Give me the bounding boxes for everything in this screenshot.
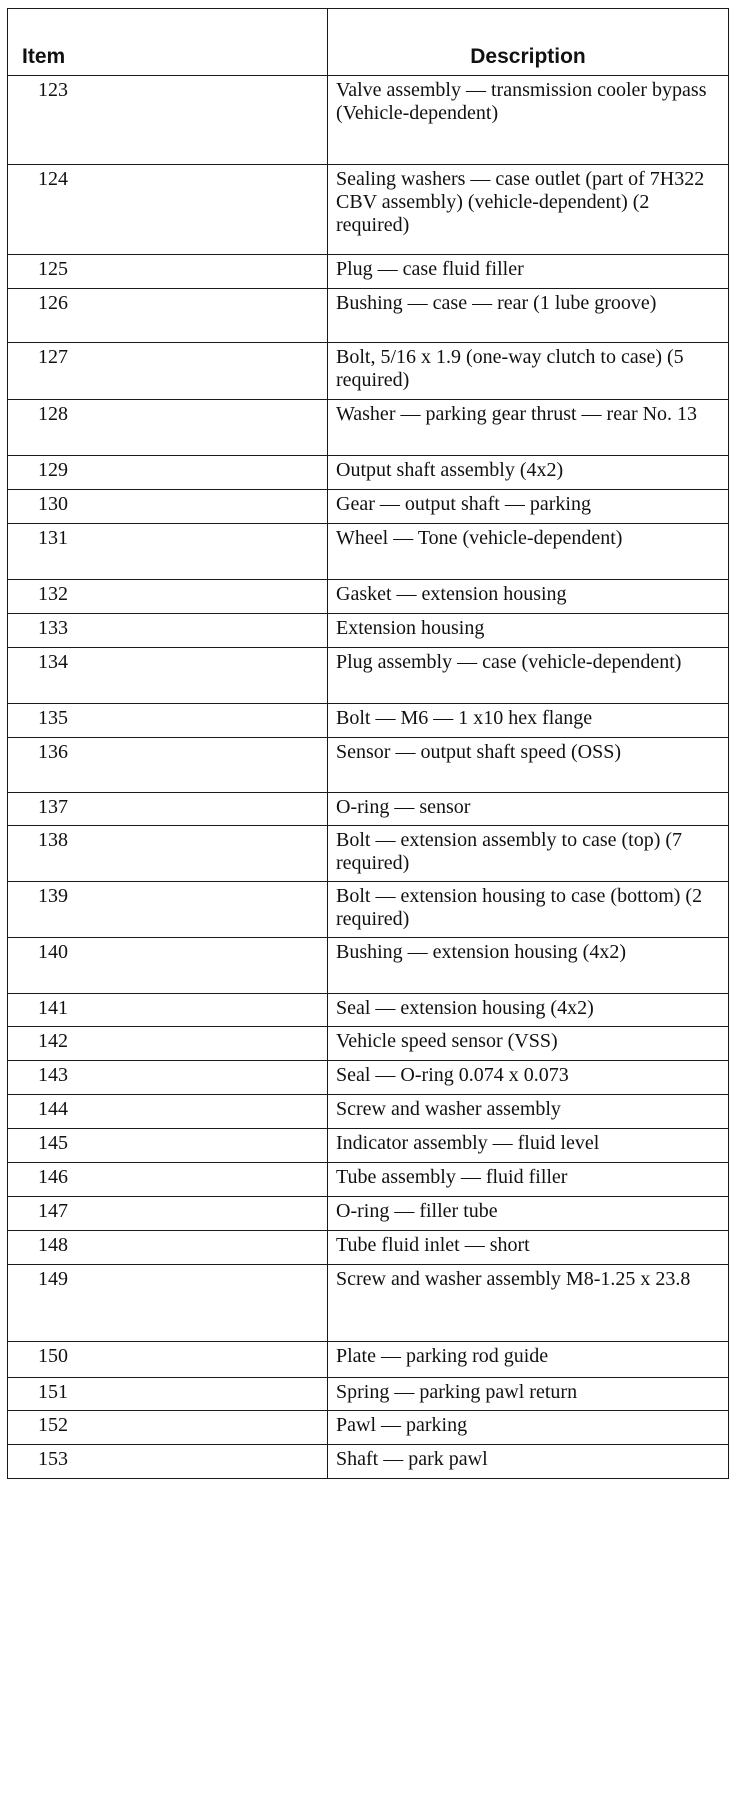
table-row [8,456,729,490]
item-number-cell: 135 [8,704,328,738]
item-number-cell: 131 [8,524,328,580]
item-number-cell: 125 [8,255,328,289]
table-row [8,1129,729,1163]
table-row [8,826,729,882]
item-number-cell: 137 [8,793,328,826]
item-description-cell: Output shaft assembly (4x2) [328,456,729,490]
table-row [8,994,729,1027]
item-description-cell: Bolt — extension assembly to case (top) (7 required) [328,826,729,882]
item-description-cell: Gear — output shaft — parking [328,490,729,524]
table-row [8,580,729,614]
table-row [8,524,729,580]
item-number-cell: 146 [8,1163,328,1197]
item-number-cell: 149 [8,1265,328,1342]
item-description-cell: O-ring — sensor [328,793,729,826]
table-row [8,704,729,738]
item-description-cell: Sealing washers — case outlet (part of 7H322 CBV assembly) (vehicle-dependent) (2 required) [328,165,729,255]
item-description-cell: Screw and washer assembly M8-1.25 x 23.8 [328,1265,729,1342]
table-row [8,1027,729,1061]
table-row [8,882,729,938]
item-description-cell: Tube fluid inlet — short [328,1231,729,1265]
item-description-cell: Gasket — extension housing [328,580,729,614]
item-description-cell: Bolt, 5/16 x 1.9 (one-way clutch to case) (5 required) [328,343,729,400]
item-number-cell: 142 [8,1027,328,1061]
parts-table-body [8,76,729,1479]
item-description-cell: Extension housing [328,614,729,648]
item-number-cell: 151 [8,1378,328,1411]
table-row [8,165,729,255]
item-description-cell: Indicator assembly — fluid level [328,1129,729,1163]
item-description-cell: Sensor — output shaft speed (OSS) [328,738,729,793]
table-row [8,1095,729,1129]
item-description-cell: Vehicle speed sensor (VSS) [328,1027,729,1061]
item-number-cell: 136 [8,738,328,793]
item-number-cell: 127 [8,343,328,400]
item-description-cell: Spring — parking pawl return [328,1378,729,1411]
table-row [8,400,729,456]
item-column-header: Item [8,9,328,76]
item-number-cell: 145 [8,1129,328,1163]
item-number-cell: 143 [8,1061,328,1095]
item-description-cell: Wheel — Tone (vehicle-dependent) [328,524,729,580]
item-number-cell: 133 [8,614,328,648]
item-number-cell: 139 [8,882,328,938]
table-row [8,1265,729,1342]
item-number-cell: 144 [8,1095,328,1129]
table-row [8,343,729,400]
item-description-cell: O-ring — filler tube [328,1197,729,1231]
item-number-cell: 147 [8,1197,328,1231]
table-row [8,490,729,524]
item-description-cell: Bushing — extension housing (4x2) [328,938,729,994]
table-row [8,1163,729,1197]
item-description-cell: Plate — parking rod guide [328,1342,729,1378]
item-number-cell: 140 [8,938,328,994]
table-row [8,289,729,343]
item-description-cell: Tube assembly — fluid filler [328,1163,729,1197]
table-row [8,1411,729,1445]
table-row [8,1061,729,1095]
item-number-cell: 134 [8,648,328,704]
table-row [8,1342,729,1378]
item-description-cell: Seal — O-ring 0.074 x 0.073 [328,1061,729,1095]
item-number-cell: 138 [8,826,328,882]
parts-table [7,8,729,1479]
item-description-cell: Bolt — M6 — 1 x10 hex flange [328,704,729,738]
table-header-row [8,9,729,76]
item-number-cell: 148 [8,1231,328,1265]
item-number-cell: 130 [8,490,328,524]
item-description-cell: Valve assembly — transmission cooler bypass (Vehicle-dependent) [328,76,729,165]
table-row [8,1445,729,1479]
table-row [8,76,729,165]
item-number-cell: 123 [8,76,328,165]
item-number-cell: 129 [8,456,328,490]
item-description-cell: Bushing — case — rear (1 lube groove) [328,289,729,343]
item-description-cell: Shaft — park pawl [328,1445,729,1479]
table-row [8,1378,729,1411]
table-row [8,793,729,826]
table-row [8,648,729,704]
item-number-cell: 153 [8,1445,328,1479]
table-row [8,1231,729,1265]
item-number-cell: 150 [8,1342,328,1378]
item-number-cell: 132 [8,580,328,614]
item-description-cell: Plug assembly — case (vehicle-dependent) [328,648,729,704]
item-description-cell: Screw and washer assembly [328,1095,729,1129]
item-description-cell: Pawl — parking [328,1411,729,1445]
description-column-header: Description [328,9,729,76]
item-description-cell: Seal — extension housing (4x2) [328,994,729,1027]
item-number-cell: 141 [8,994,328,1027]
table-row [8,738,729,793]
item-number-cell: 128 [8,400,328,456]
item-number-cell: 126 [8,289,328,343]
item-number-cell: 152 [8,1411,328,1445]
item-number-cell: 124 [8,165,328,255]
table-row [8,1197,729,1231]
item-description-cell: Plug — case fluid filler [328,255,729,289]
table-row [8,614,729,648]
item-description-cell: Bolt — extension housing to case (bottom) (2 required) [328,882,729,938]
item-description-cell: Washer — parking gear thrust — rear No. 13 [328,400,729,456]
table-row [8,938,729,994]
table-row [8,255,729,289]
